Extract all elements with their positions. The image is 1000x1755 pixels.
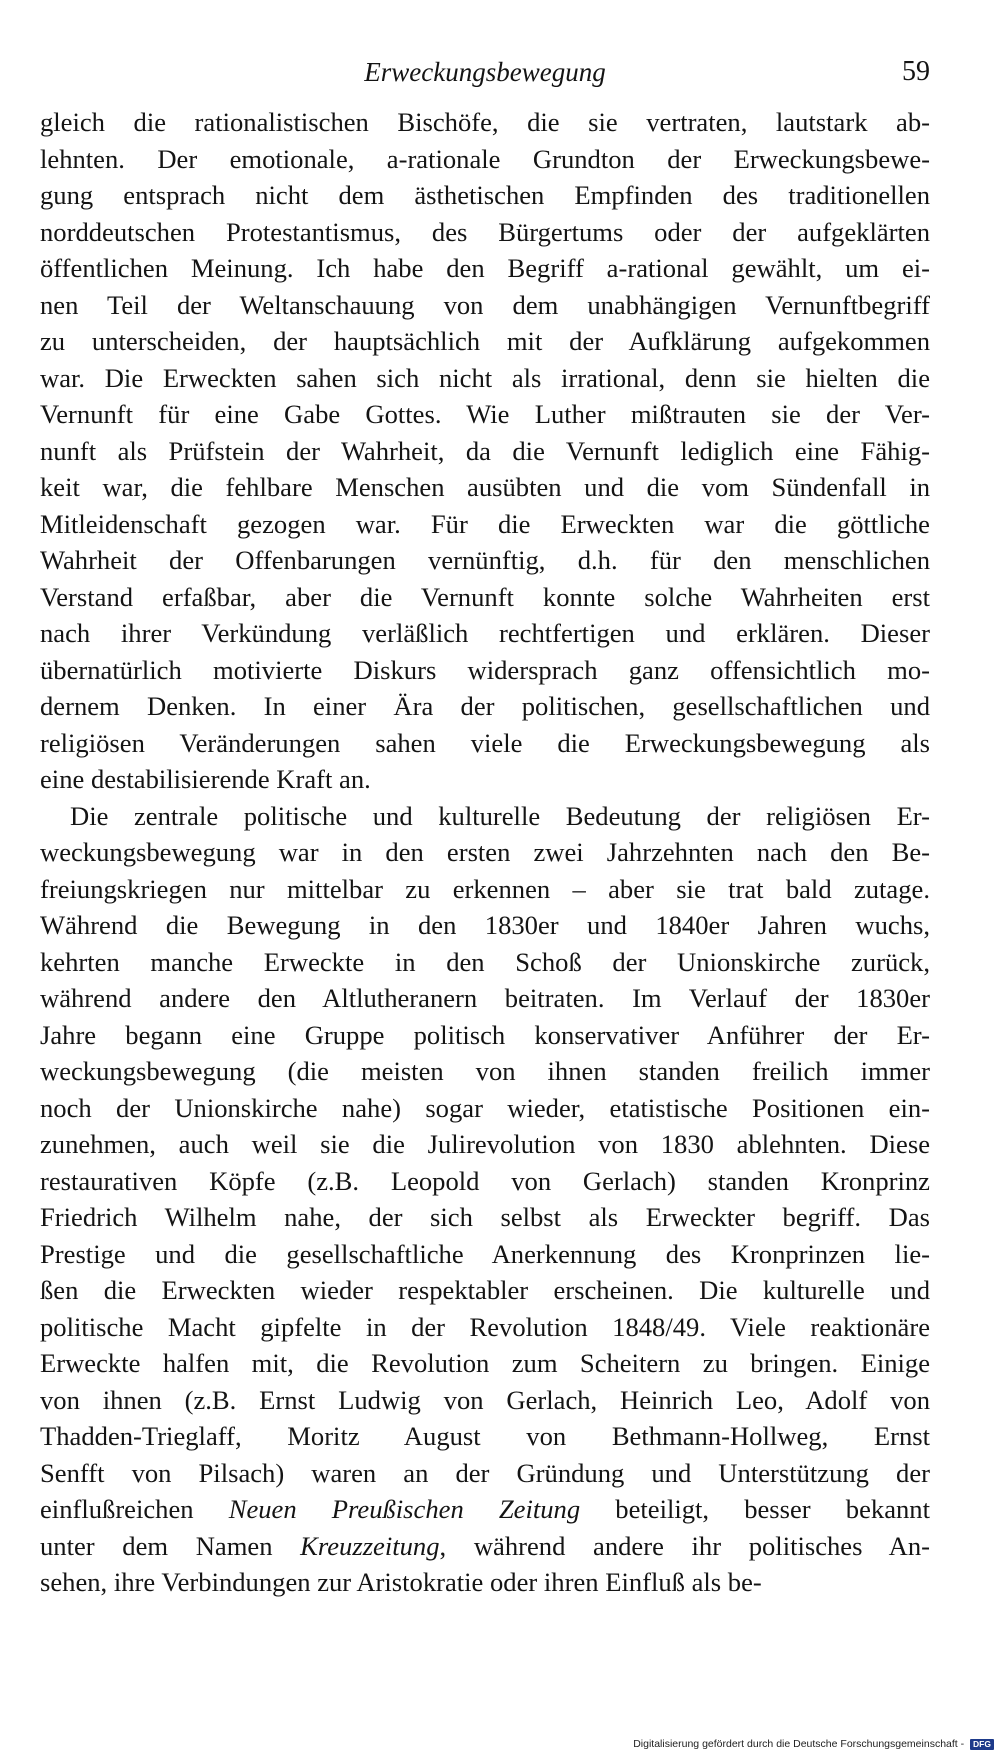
text-segment: Friedrich Wilhelm nahe, der sich selbst als Erweckter begriff. Das: [40, 1202, 930, 1232]
text-segment: nen Teil der Weltanschauung von dem unabhängigen Vernunftbegriff: [40, 289, 930, 320]
text-segment: keit war, die fehlbare Menschen ausübten und die vom Sündenfall in: [40, 472, 930, 502]
text-segment: sehen, ihre Verbindungen zur Aristokratie oder ihren Einfluß als be-: [40, 1567, 762, 1597]
text-line: [40, 1126, 930, 1163]
text-line: [40, 287, 930, 324]
text-segment: Erweckte halfen mit, die Revolution zum Scheitern zu bringen. Einige: [40, 1348, 930, 1378]
text-line: [40, 834, 930, 871]
text-segment: öffentlichen Meinung. Ich habe den Begriff a-rational gewählt, um ei-: [40, 253, 930, 283]
text-segment: ßen die Erweckten wieder respektabler erscheinen. Die kulturelle und: [40, 1275, 930, 1305]
italic-title: Kreuzzeitung: [300, 1530, 440, 1561]
text-line: [40, 506, 930, 543]
text-line: [40, 104, 930, 141]
text-line: [40, 1564, 930, 1601]
text-line: [40, 652, 930, 689]
text-line: [40, 1090, 930, 1127]
text-line: [40, 1418, 930, 1455]
text-segment: weckungsbewegung war in den ersten zwei Jahrzehnten nach den Be-: [40, 837, 930, 867]
text-segment: zu unterscheiden, der hauptsächlich mit der Aufklärung aufgekommen: [40, 326, 930, 356]
text-line: [40, 1053, 930, 1090]
text-segment: Die zentrale politische und kulturelle Bedeutung der religiösen Er-: [70, 800, 930, 831]
text-line: [40, 725, 930, 762]
text-line: [40, 542, 930, 579]
text-line: [40, 871, 930, 908]
text-line: [40, 579, 930, 616]
text-line: [40, 1345, 930, 1382]
text-line: [40, 1199, 930, 1236]
text-segment: Prestige und die gesellschaftliche Anerkennung des Kronprinzen lie-: [40, 1238, 930, 1269]
text-segment: Jahre begann eine Gruppe politisch konservativer Anführer der Er-: [40, 1019, 930, 1050]
text-segment: Während die Bewegung in den 1830er und 1840er Jahren wuchs,: [40, 910, 930, 940]
text-segment: gung entsprach nicht dem ästhetischen Empfinden des traditionellen: [40, 180, 930, 210]
text-segment: eine destabilisierende Kraft an.: [40, 764, 371, 794]
credit-text: Digitalisierung gefördert durch die Deutsche Forschungsgemeinschaft -: [633, 1738, 965, 1750]
text-line: [40, 1017, 930, 1054]
body-text: [40, 104, 930, 1601]
text-segment: Thadden-Trieglaff, Moritz August von Bethmann-Hollweg, Ernst: [40, 1421, 930, 1451]
text-segment: freiungskriegen nur mittelbar zu erkennen – aber sie trat bald zutage.: [40, 873, 930, 904]
text-segment: kehrten manche Erweckte in den Schoß der Unionskirche zurück,: [40, 946, 930, 977]
text-segment: weckungsbewegung (die meisten von ihnen standen freilich immer: [40, 1056, 930, 1086]
italic-title: Neuen Preußischen Zeitung: [228, 1494, 581, 1524]
text-segment: Mitleidenschaft gezogen war. Für die Erweckten war die göttliche: [40, 508, 930, 539]
digitization-credit: [633, 1736, 994, 1752]
text-segment: Vernunft für eine Gabe Gottes. Wie Luther mißtrauten sie der Ver-: [40, 399, 930, 429]
text-line: [40, 214, 930, 251]
text-segment: übernatürlich motivierte Diskurs widersprach ganz offensichtlich mo-: [40, 654, 930, 685]
text-segment: beteiligt, besser bekannt: [580, 1494, 930, 1524]
text-segment: restaurativen Köpfe (z.B. Leopold von Gerlach) standen Kronprinz: [40, 1165, 930, 1196]
text-segment: religiösen Veränderungen sahen viele die Erweckungsbewegung als: [40, 727, 930, 758]
text-line: [40, 1455, 930, 1492]
text-line: [40, 396, 930, 433]
text-segment: von ihnen (z.B. Ernst Ludwig von Gerlach, Heinrich Leo, Adolf von: [40, 1384, 930, 1415]
text-line: [40, 980, 930, 1017]
text-segment: während andere den Altlutheranern beitraten. Im Verlauf der 1830er: [40, 983, 930, 1013]
page-header: [40, 52, 930, 92]
text-line: [40, 433, 930, 470]
text-segment: lehnten. Der emotionale, a-rationale Grundton der Erweckungsbewe-: [40, 143, 930, 174]
text-line: [40, 688, 930, 725]
text-segment: Verstand erfaßbar, aber die Vernunft konnte solche Wahrheiten erst: [40, 581, 930, 612]
text-line: [40, 250, 930, 287]
running-head: Erweckungsbewegung: [364, 57, 606, 87]
text-segment: , während andere ihr politisches An-: [439, 1530, 930, 1561]
text-line: [40, 323, 930, 360]
dfg-logo: DFG: [970, 1739, 994, 1750]
text-line: [40, 615, 930, 652]
text-line: [40, 1163, 930, 1200]
text-line: [40, 944, 930, 981]
text-segment: dernem Denken. In einer Ära der politischen, gesellschaftlichen und: [40, 691, 930, 721]
text-segment: nach ihrer Verkündung verläßlich rechtfertigen und erklären. Dieser: [40, 618, 930, 648]
text-segment: norddeutschen Protestantismus, des Bürgertums oder der aufgeklärten: [40, 216, 930, 247]
text-line: [40, 177, 930, 214]
text-segment: nunft als Prüfstein der Wahrheit, da die Vernunft lediglich eine Fähig-: [40, 435, 930, 466]
text-segment: gleich die rationalistischen Bischöfe, die sie vertraten, lautstark ab-: [40, 107, 930, 137]
text-line: [40, 1309, 930, 1346]
text-segment: Wahrheit der Offenbarungen vernünftig, d.h. für den menschlichen: [40, 545, 930, 575]
text-line: [40, 1491, 930, 1528]
text-segment: politische Macht gipfelte in der Revolution 1848/49. Viele reaktionäre: [40, 1311, 930, 1342]
text-segment: Senfft von Pilsach) waren an der Gründung und Unterstützung der: [40, 1457, 930, 1488]
text-segment: zunehmen, auch weil sie die Julirevolution von 1830 ablehnten. Diese: [40, 1129, 930, 1159]
text-segment: noch der Unionskirche nahe) sogar wieder, etatistische Positionen ein-: [40, 1092, 930, 1123]
text-line: [40, 761, 930, 798]
text-line: [40, 907, 930, 944]
text-segment: war. Die Erweckten sahen sich nicht als irrational, denn sie hielten die: [40, 362, 930, 393]
text-segment: einflußreichen: [40, 1494, 229, 1524]
text-line: [40, 1528, 930, 1565]
page-number: 59: [902, 56, 930, 87]
text-line: [40, 1382, 930, 1419]
text-line: [40, 360, 930, 397]
text-line: [40, 1272, 930, 1309]
text-line: [40, 1236, 930, 1273]
text-segment: unter dem Namen: [40, 1530, 301, 1561]
text-line: [40, 141, 930, 178]
text-line: [40, 469, 930, 506]
text-line: [40, 798, 930, 835]
